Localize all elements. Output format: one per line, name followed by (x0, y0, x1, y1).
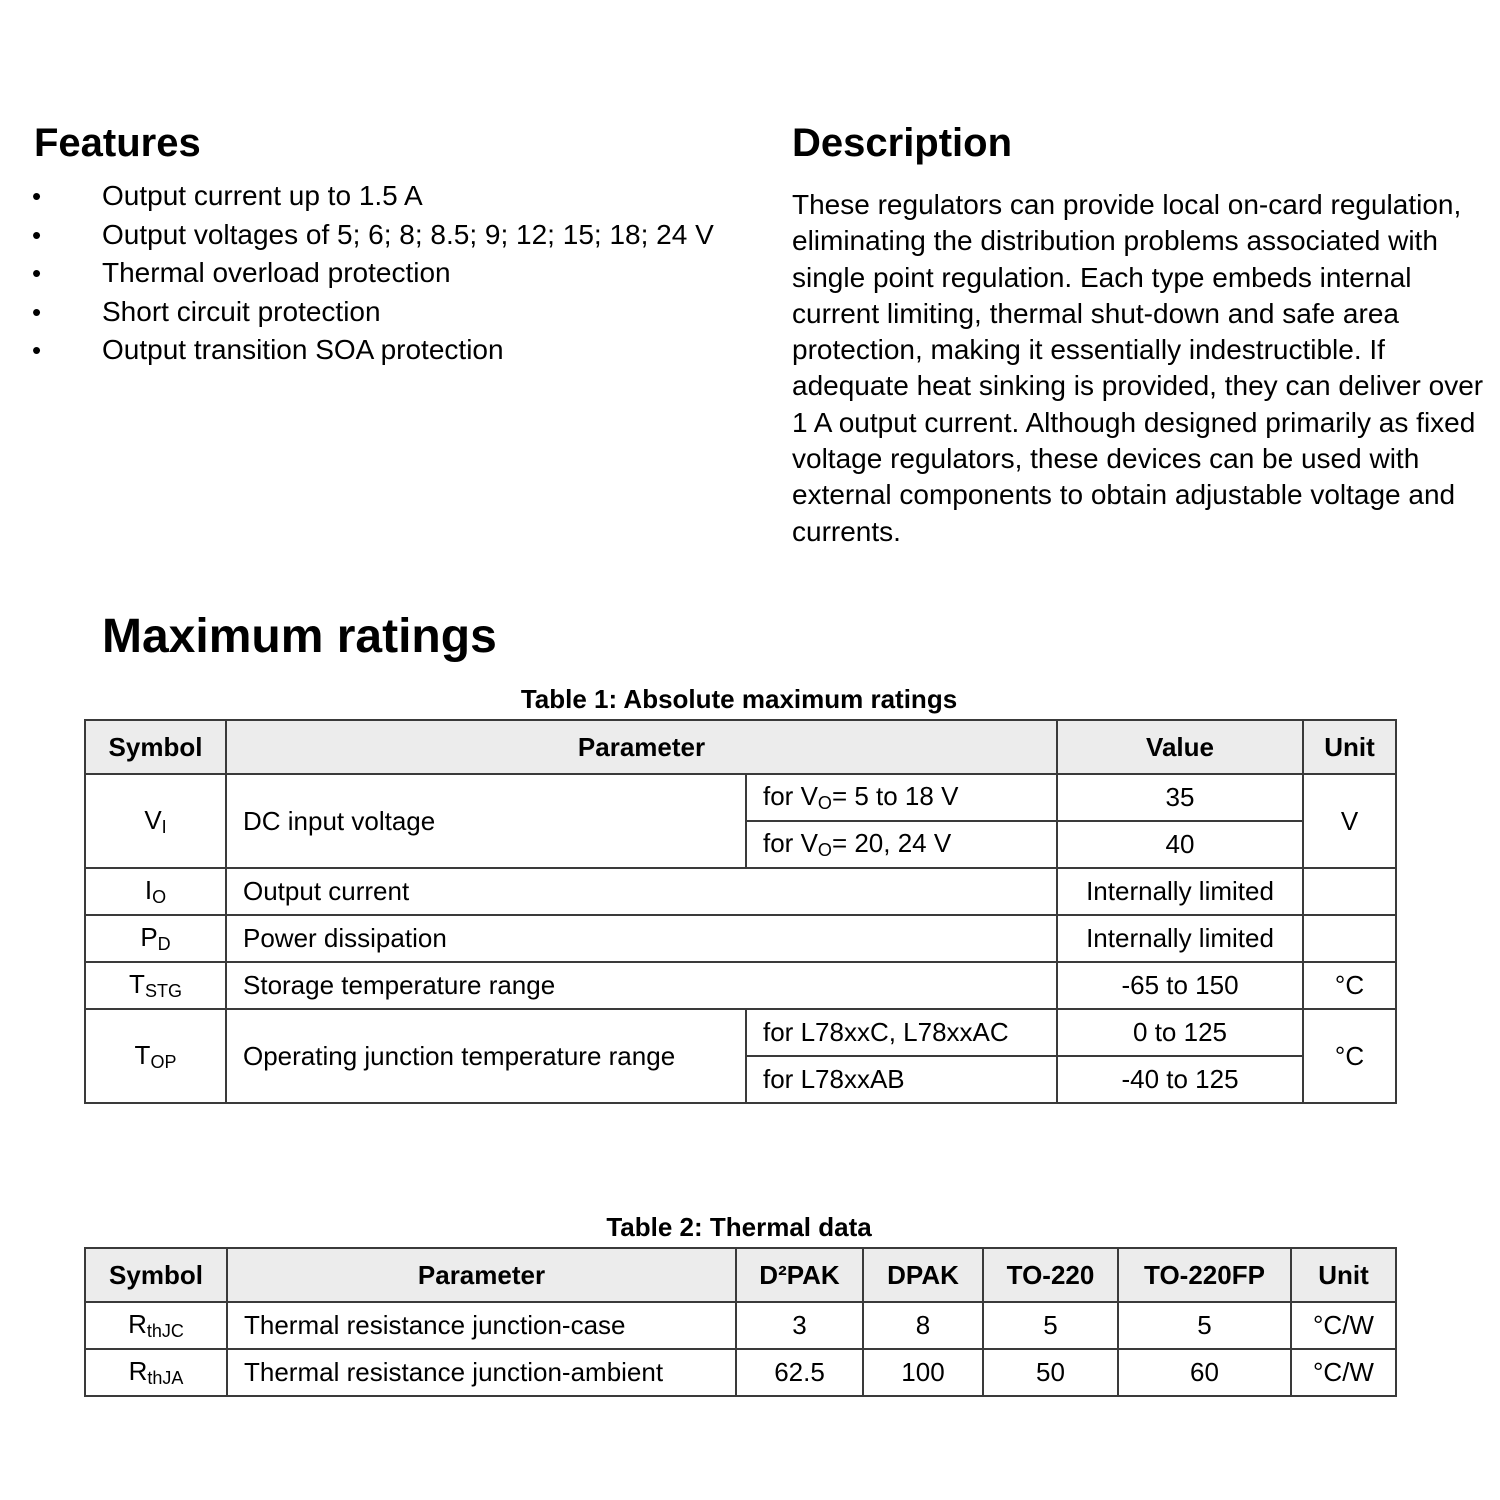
unit-cell: °C (1303, 962, 1396, 1009)
feature-item: • Output current up to 1.5 A (30, 178, 750, 215)
header-to220: TO-220 (983, 1248, 1118, 1302)
header-unit: Unit (1303, 720, 1396, 774)
parameter-cell: Output current (226, 868, 1057, 915)
unit-cell (1303, 868, 1396, 915)
parameter-cell: Storage temperature range (226, 962, 1057, 1009)
table-row (85, 1009, 1396, 1056)
features-heading: Features (34, 121, 201, 165)
table1-caption: Table 1: Absolute maximum ratings (520, 684, 958, 714)
feature-item: • Output voltages of 5; 6; 8; 8.5; 9; 12; 15; 18; 24 V (30, 217, 750, 254)
table-row (85, 1302, 1396, 1349)
unit-cell: °C (1303, 1009, 1396, 1103)
header-d2pak: D²PAK (736, 1248, 863, 1302)
value-cell: 5 (1118, 1302, 1291, 1349)
header-parameter: Parameter (226, 720, 1057, 774)
feature-item: • Short circuit protection (30, 294, 750, 331)
symbol-cell: $T_{OP}$ (85, 1009, 226, 1103)
table-row (85, 1349, 1396, 1396)
value-cell: 8 (863, 1302, 983, 1349)
value-cell: 62.5 (736, 1349, 863, 1396)
symbol-cell: $V_I$ (85, 774, 226, 868)
symbol-cell: $R_{thJA}$ (85, 1349, 227, 1396)
table-header-row (85, 720, 1396, 774)
header-symbol: Symbol (85, 720, 226, 774)
value-cell: 5 (983, 1302, 1118, 1349)
feature-item: • Thermal overload protection (30, 255, 750, 292)
symbol-cell: $I_O$ (85, 868, 226, 915)
table-row (85, 868, 1396, 915)
table-row (85, 915, 1396, 962)
value-cell: 50 (983, 1349, 1118, 1396)
value-cell: -40 to 125 (1057, 1056, 1303, 1103)
symbol-cell: $T_{STG}$ (85, 962, 226, 1009)
absolute-maximum-ratings-table (84, 719, 1397, 1104)
header-value: Value (1057, 720, 1303, 774)
header-dpak: DPAK (863, 1248, 983, 1302)
condition-cell: for $V_O= 5$ to 18 V (746, 774, 1057, 821)
condition-cell: for $V_O= 20$, 24 V (746, 821, 1057, 868)
unit-cell: °C/W (1291, 1302, 1396, 1349)
header-symbol: Symbol (85, 1248, 227, 1302)
value-cell: Internally limited (1057, 868, 1303, 915)
maximum-ratings-heading: Maximum ratings (102, 610, 497, 663)
value-cell: 100 (863, 1349, 983, 1396)
unit-cell: °C/W (1291, 1349, 1396, 1396)
header-unit: Unit (1291, 1248, 1396, 1302)
parameter-cell: Operating junction temperature range (226, 1009, 746, 1103)
parameter-cell: DC input voltage (226, 774, 746, 868)
description-heading: Description (792, 121, 1013, 165)
condition-cell: for L78xxC, L78xxAC (746, 1009, 1057, 1056)
value-cell: -65 to 150 (1057, 962, 1303, 1009)
header-parameter: Parameter (227, 1248, 736, 1302)
value-cell: 35 (1057, 774, 1303, 821)
header-to220fp: TO-220FP (1118, 1248, 1291, 1302)
feature-item: • Output transition SOA protection (30, 332, 750, 369)
value-cell: Internally limited (1057, 915, 1303, 962)
condition-cell: for L78xxAB (746, 1056, 1057, 1103)
parameter-cell: Thermal resistance junction-ambient (227, 1349, 736, 1396)
table2-caption: Table 2: Thermal data (606, 1212, 872, 1242)
description-paragraph: These regulators can provide local on-card regulation, eliminating the distribution problems associated with single point regulation. Each type embeds internal current limiting, thermal shut-down and safe area protection, making it essentially indestructible. If adequate heat sinking is provided, they can deliver over 1 A output current. Although designed primarily as fixed voltage regulators, these devices can be used with external components to obtain adjustable voltage and currents. (792, 189, 1484, 547)
symbol-cell: $R_{thJC}$ (85, 1302, 227, 1349)
table-row (85, 774, 1396, 821)
value-cell: 3 (736, 1302, 863, 1349)
features-list (30, 178, 750, 371)
value-cell: 60 (1118, 1349, 1291, 1396)
unit-cell (1303, 915, 1396, 962)
unit-cell: V (1303, 774, 1396, 868)
table-header-row (85, 1248, 1396, 1302)
value-cell: 40 (1057, 821, 1303, 868)
value-cell: 0 to 125 (1057, 1009, 1303, 1056)
parameter-cell: Power dissipation (226, 915, 1057, 962)
table-row (85, 962, 1396, 1009)
symbol-cell: $P_D$ (85, 915, 226, 962)
parameter-cell: Thermal resistance junction-case (227, 1302, 736, 1349)
thermal-data-table (84, 1247, 1397, 1397)
